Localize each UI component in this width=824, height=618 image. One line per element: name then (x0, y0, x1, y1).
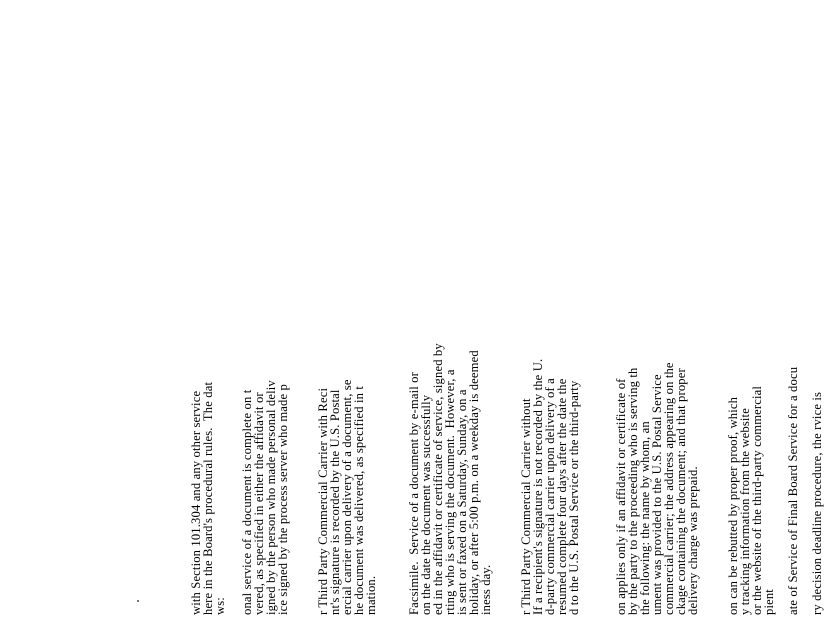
document-line: commercial carrier; the address appearing on the (662, 362, 676, 615)
document-line: pient (762, 589, 776, 615)
document-line: Facsimile. Service of a document by e-mail or (407, 372, 421, 615)
document-line: he document was delivered, as specified in t (352, 385, 366, 615)
document-line: ws: (213, 597, 227, 615)
document-line: or the website of the third-party commercial (750, 385, 764, 615)
document-line: r Third Party Commercial Carrier with Reci (316, 387, 330, 615)
scan-speck (137, 600, 139, 602)
document-line: r Third Party Commercial Carrier without (519, 398, 533, 615)
document-line: on can be rebutted by proper proof, which (726, 396, 740, 615)
document-line: mation. (364, 575, 378, 615)
document-line: delivery charge was prepaid. (686, 466, 700, 615)
document-line: nt's signature is recorded by the U.S. Postal (328, 389, 342, 615)
document-line: d to the U.S. Postal Service or the third-party (567, 380, 581, 615)
document-line: ckage containing the document; and that proper (674, 368, 688, 615)
document-line: d-party commercial carrier upon delivery of a (543, 378, 557, 615)
document-line: onal service of a document is complete on t (240, 389, 254, 615)
document-line: the following: the name by whom, an (638, 421, 652, 615)
document-line: here in the Board's procedural rules. The dat (201, 381, 215, 615)
document-line: ument was provided to the U.S. Postal Service (650, 374, 664, 615)
document-line: is sent or faxed on a Saturday, Sunday, on a (455, 389, 469, 615)
rotated-text-block (189, 115, 824, 615)
document-line: If a recipient's signature is not recorded by the U. (531, 358, 545, 615)
document-line: iness day. (479, 564, 493, 615)
document-line: holiday, or after 5:00 p.m. on a weekday is deemed (467, 350, 481, 615)
document-line: ate of Service of Final Board Service for a docu (786, 366, 800, 615)
document-line: y tracking information from the website (738, 408, 752, 615)
document-line: rting who is serving the document. However, a (443, 369, 457, 615)
document-line: vered, as specified in either the affidavit or (252, 392, 266, 615)
document-line: igned by the person who made personal deliv (264, 380, 278, 615)
document-line: ry decision deadline procedure, the rvice is (810, 391, 824, 615)
document-line: on applies only if an affidavit or certificate of (614, 378, 628, 615)
document-line: on the date the document was successfully (419, 394, 433, 615)
document-line: ed in the affidavit or certificate of service, signed by (431, 343, 445, 615)
document-line: with Section 101.304 and any other service (189, 390, 203, 615)
document-line: by the party to the proceeding who is serving th (626, 367, 640, 615)
document-line: ice signed by the process server who made p (276, 384, 290, 615)
document-line: resumed complete four days after the date the (555, 378, 569, 615)
document-line: ercial carrier upon delivery of a document, se (340, 379, 354, 615)
